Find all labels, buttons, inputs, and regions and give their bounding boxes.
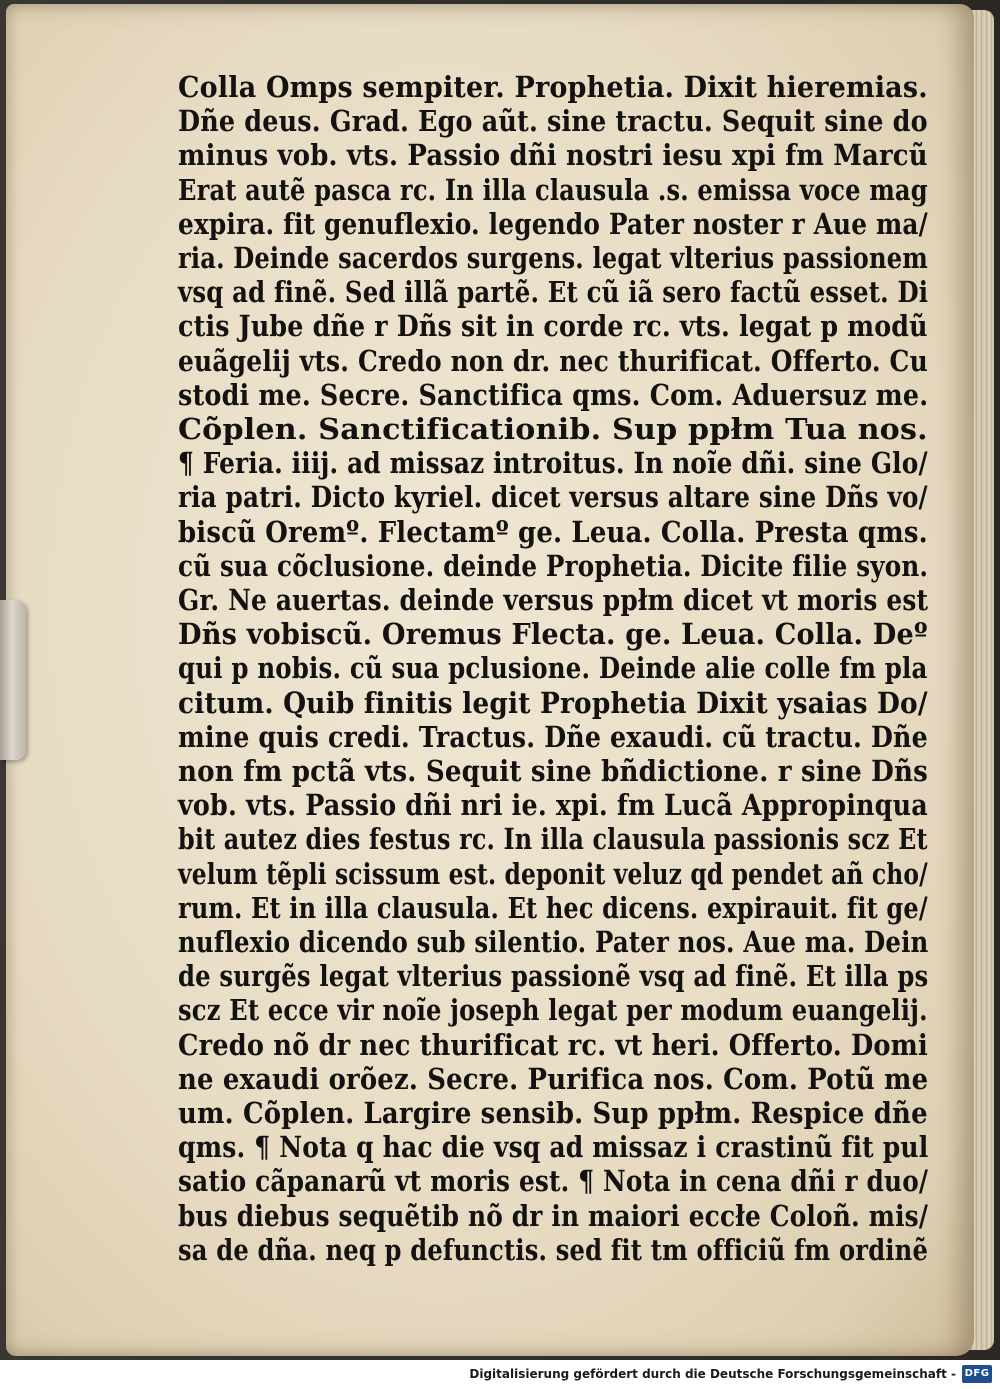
- footer-bar: [0, 1360, 1000, 1389]
- text-line: Cõplen. Sanctificationib. Sup ppłm Tua nos.: [178, 412, 928, 446]
- text-line: rum. Et in illa clausula. Et hec dicens. expirauit. fit ge/: [178, 890, 928, 925]
- text-line: biscũ Oremº. Flectamº ge. Leua. Colla. Presta qms.: [178, 514, 928, 549]
- text-line: ¶ Feria. iiij. ad missaz introitus. In noĩe dñi. sine Glo/: [178, 446, 928, 481]
- dfg-logo: DFG: [962, 1365, 992, 1383]
- text-line: bit autez dies festus rc. In illa clausula passionis scz Et: [178, 822, 928, 857]
- text-line: euãgelij vts. Credo non dr. nec thurificat. Offerto. Cu: [178, 343, 928, 378]
- binding-clasp: [0, 600, 26, 760]
- text-line: expira. fit genuflexio. legendo Pater noster r Aue ma/: [178, 206, 928, 241]
- text-line: nuflexio dicendo sub silentio. Pater nos. Aue ma. Dein: [178, 925, 929, 959]
- text-line: scz Et ecce vir noĩe joseph legat per modum euangelij.: [178, 993, 928, 1028]
- text-line: Erat autẽ pasca rc. In illa clausula .s. emissa voce mag: [178, 172, 928, 207]
- text-line: Credo nõ dr nec thurificat rc. vt heri. Offerto. Domi: [178, 1027, 928, 1062]
- text-line: ctis Jube dñe r Dñs sit in corde rc. vts. legat p modũ: [178, 309, 928, 344]
- text-line: bus diebus sequẽtib nõ dr in maiori eccłe Coloñ. mis/: [178, 1198, 929, 1233]
- text-line: velum tẽpli scissum est. deponit veluz qd pendet añ cho/: [178, 856, 928, 891]
- text-line: minus vob. vts. Passio dñi nostri iesu xpi fm Marcũ: [178, 138, 928, 173]
- text-line: vob. vts. Passio dñi nri ie. xpi. fm Lucã Appropinqua: [178, 788, 928, 823]
- text-line: um. Cõplen. Largire sensib. Sup ppłm. Respice dñe: [178, 1096, 928, 1130]
- text-line: ne exaudi orõez. Secre. Purifica nos. Com. Potũ me: [178, 1061, 929, 1096]
- text-line: Gr. Ne auertas. deinde versus ppłm dicet vt moris est: [178, 583, 929, 617]
- text-line: ria. Deinde sacerdos surgens. legat vlterius passionem: [178, 241, 928, 275]
- text-line: Dñs vobiscũ. Oremus Flecta. ge. Leua. Colla. Deº: [178, 617, 928, 652]
- text-line: non fm pctã vts. Sequit sine bñdictione. r sine Dñs: [178, 754, 929, 788]
- text-line: sa de dña. neq p defunctis. sed fit tm officiũ fm ordinẽ: [178, 1232, 929, 1267]
- text-line: satio cãpanarũ vt moris est. ¶ Nota in cena dñi r duo/: [178, 1164, 929, 1199]
- text-line: de surgẽs legat vlterius passionẽ vsq ad finẽ. Et illa ps: [178, 959, 929, 994]
- text-line: cũ sua cõclusione. deinde Prophetia. Dicite filie syon.: [178, 548, 929, 583]
- text-line: qms. ¶ Nota q hac die vsq ad missaz i crastinũ fit pul: [178, 1130, 929, 1165]
- text-line: qui p nobis. cũ sua pclusione. Deinde alie colle fm pla: [178, 651, 928, 686]
- text-line: Colla Omps sempiter. Prophetia. Dixit hieremias.: [178, 70, 928, 104]
- text-line: vsq ad finẽ. Sed illã partẽ. Et cũ iã sero factũ esset. Di: [178, 275, 929, 310]
- text-line: mine quis credi. Tractus. Dñe exaudi. cũ tractu. Dñe: [178, 719, 928, 754]
- text-line: stodi me. Secre. Sanctifica qms. Com. Aduersuz me.: [178, 377, 929, 412]
- text-line: citum. Quib finitis legit Prophetia Dixit ysaias Do/: [178, 685, 928, 720]
- text-line: ria patri. Dicto kyriel. dicet versus altare sine Dñs vo/: [178, 480, 928, 515]
- text-line: Dñe deus. Grad. Ego aũt. sine tractu. Sequit sine do: [178, 104, 928, 139]
- funding-credit: Digitalisierung gefördert durch die Deutsche Forschungsgemeinschaft -: [469, 1367, 956, 1381]
